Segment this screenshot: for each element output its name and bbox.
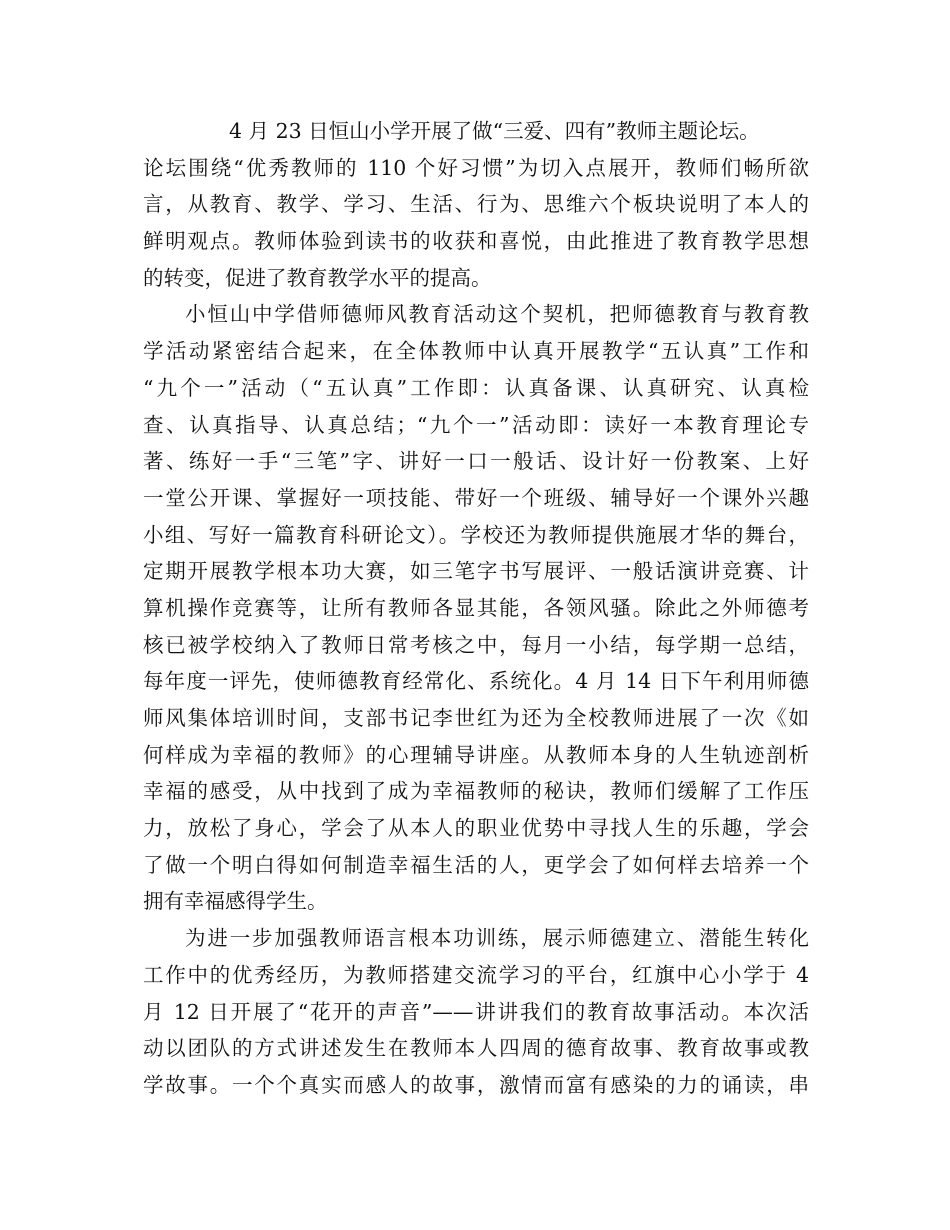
text-line: 算机操作竞赛等，让所有教师各显其能，各领风骚。除此之外师德考 bbox=[143, 595, 809, 620]
text-line: 幸福的感受，从中找到了成为幸福教师的秘诀，教师们缓解了工作压 bbox=[143, 779, 809, 804]
text-line: 鲜明观点。教师体验到读书的收获和喜悦，由此推进了教育教学思想 bbox=[143, 229, 809, 254]
document-body bbox=[143, 113, 809, 1104]
paragraph-3 bbox=[143, 920, 809, 1103]
text-line: 论坛围绕“优秀教师的 110 个好习惯”为切入点展开，教师们畅所欲 bbox=[143, 155, 809, 180]
text-line: 著、练好一手“三笔”字、讲好一口一般话、设计好一份教案、上好 bbox=[143, 449, 809, 474]
text-line: 一堂公开课、掌握好一项技能、带好一个班级、辅导好一个课外兴趣 bbox=[143, 485, 809, 510]
text-line: 何样成为幸福的教师》的心理辅导讲座。从教师本身的人生轨迹剖析 bbox=[143, 742, 809, 767]
text-line: 拥有幸福感得学生。 bbox=[143, 889, 328, 914]
text-line: 动以团队的方式讲述发生在教师本人四周的德育故事、教育故事或教 bbox=[143, 1036, 809, 1061]
text-line: 工作中的优秀经历，为教师搭建交流学习的平台，红旗中心小学于 4 bbox=[143, 962, 809, 987]
text-line: 月 12 日开展了“花开的声音”——讲讲我们的教育故事活动。本次活 bbox=[143, 999, 809, 1024]
text-line: 的转变，促进了教育教学水平的提高。 bbox=[143, 265, 492, 290]
text-line: 4 月 23 日恒山小学开展了做“三爱、四有”教师主题论坛。 bbox=[229, 119, 760, 143]
text-line: 学故事。一个个真实而感人的故事，激情而富有感染的力的诵读，串 bbox=[143, 1072, 809, 1097]
text-line: 为进一步加强教师语言根本功训练，展示师德建立、潜能生转化 bbox=[185, 926, 809, 951]
text-line: 学活动紧密结合起来，在全体教师中认真开展教学“五认真”工作和 bbox=[143, 339, 809, 364]
text-line: 师风集体培训时间，支部书记李世红为还为全校教师进展了一次《如 bbox=[143, 706, 809, 730]
text-line: 每年度一评先，使师德教育经常化、系统化。4 月 14 日下午利用师德 bbox=[143, 669, 809, 694]
text-line: “九个一”活动（“五认真”工作即：认真备课、认真研究、认真检 bbox=[143, 375, 809, 400]
text-line: 定期开展教学根本功大赛，如三笔字书写展评、一般话演讲竞赛、计 bbox=[143, 559, 809, 584]
text-line: 力，放松了身心，学会了从本人的职业优势中寻找人生的乐趣，学会 bbox=[143, 816, 809, 841]
paragraph-2 bbox=[143, 296, 809, 920]
text-line: 核已被学校纳入了教师日常考核之中，每月一小结，每学期一总结， bbox=[143, 632, 809, 657]
text-line: 查、认真指导、认真总结；“九个一”活动即：读好一本教育理论专 bbox=[143, 412, 809, 437]
paragraph-1 bbox=[143, 113, 809, 296]
text-line: 小组、写好一篇教育科研论文）。学校还为教师提供施展才华的舞台， bbox=[143, 522, 809, 547]
text-line: 了做一个明白得如何制造幸福生活的人，更学会了如何样去培养一个 bbox=[143, 852, 809, 877]
text-line: 言，从教育、教学、学习、生活、行为、思维六个板块说明了本人的 bbox=[143, 192, 809, 217]
text-line: 小恒山中学借师德师风教育活动这个契机，把师德教育与教育教 bbox=[185, 302, 809, 327]
